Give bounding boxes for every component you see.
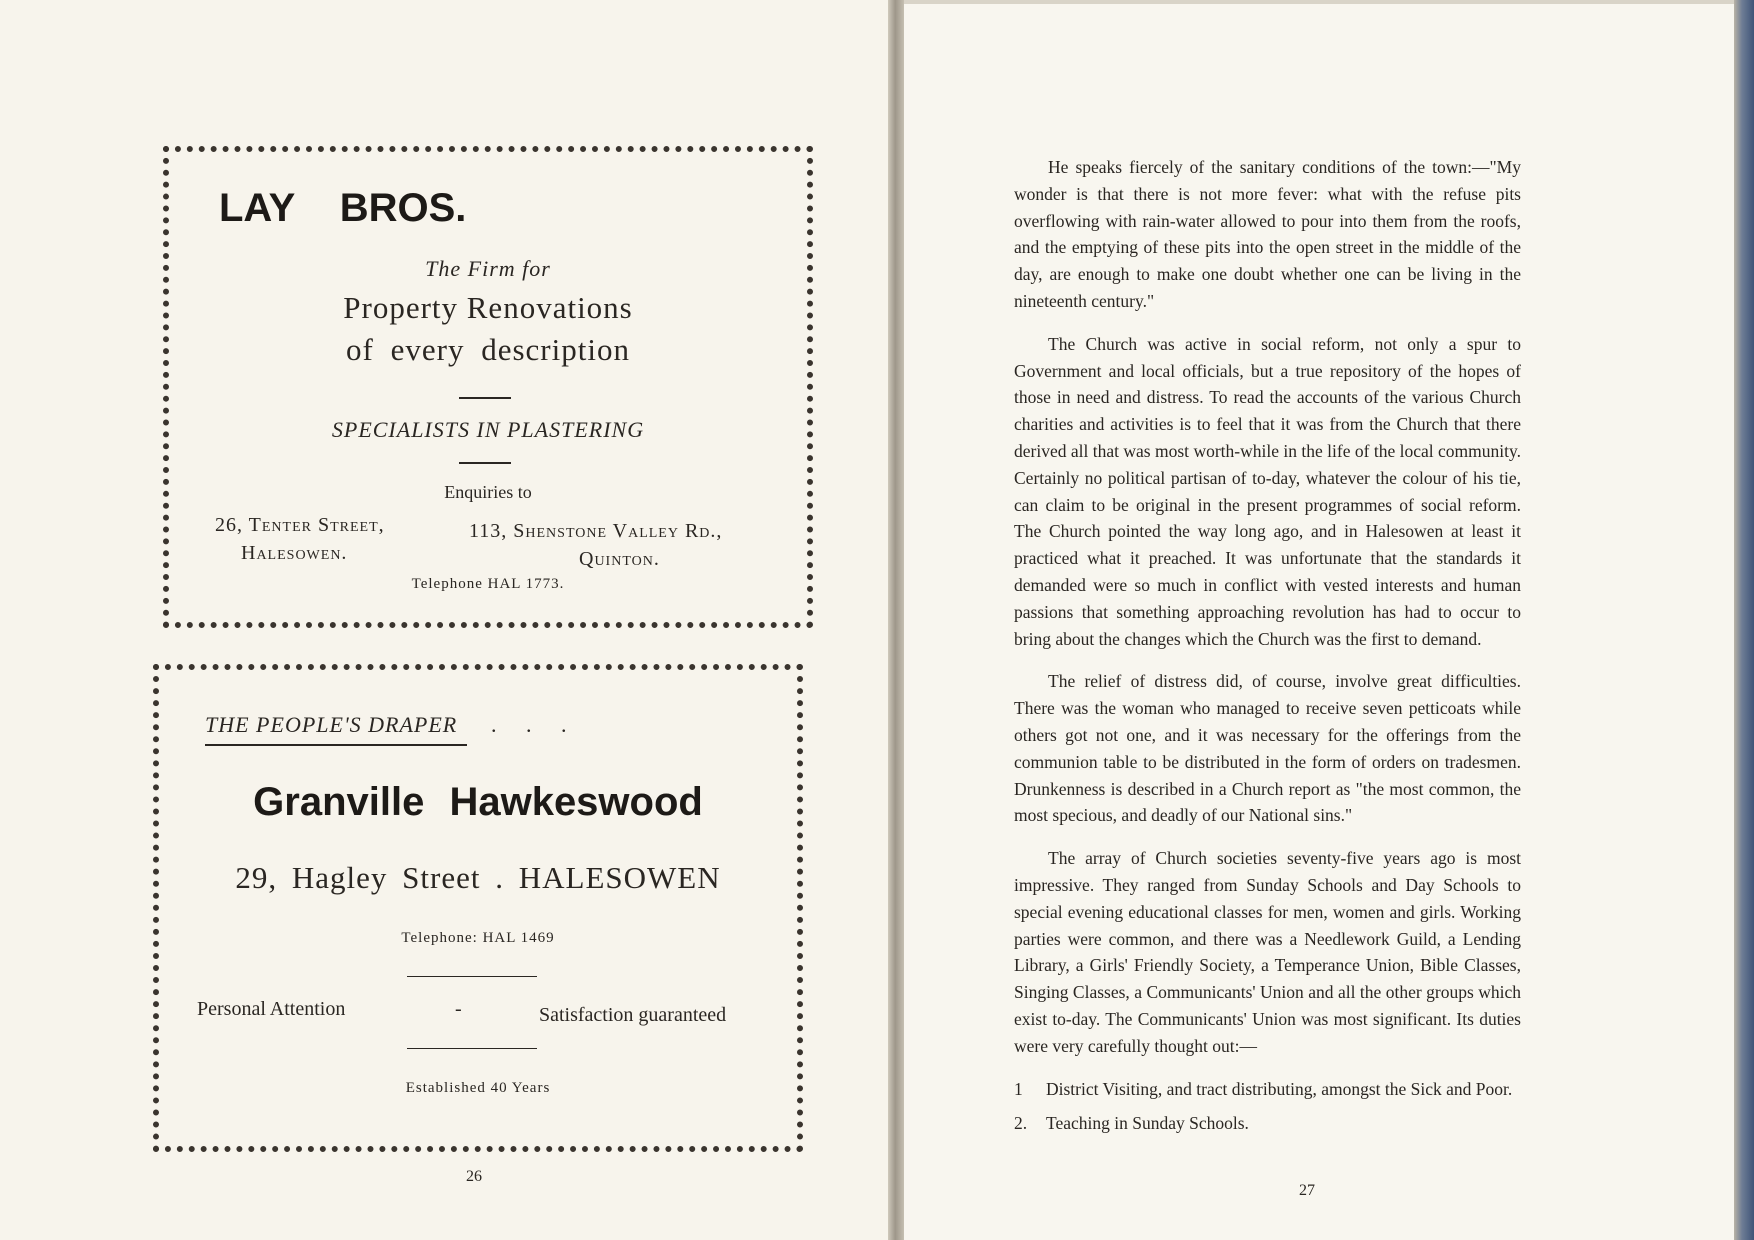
divider — [407, 1048, 537, 1049]
hawkeswood-established: Established 40 Years — [405, 1080, 551, 1096]
divider — [459, 462, 511, 464]
address1-line2: Halesowen. — [241, 542, 348, 564]
hawkeswood-telephone: Telephone: HAL 1469 — [401, 930, 555, 946]
kicker-underline — [205, 744, 467, 746]
address1-line1: 26, Tenter Street, — [215, 514, 385, 536]
lay-bros-advertisement — [163, 146, 813, 628]
list-text: District Visiting, and tract distributing, amongst the Sick and Poor. — [1046, 1078, 1513, 1099]
kicker-dots: . . . — [491, 712, 579, 737]
hawkeswood-street: 29, Hagley Street . HALESOWEN — [235, 860, 721, 895]
slogan-left: Personal Attention — [197, 998, 346, 1020]
paragraph: The relief of distress did, of course, involve great difficulties. There was the woman who managed to receive seven petticoats while others got not one, and it was necessary for the offerings from the communion table to be distributed in the form of orders on tradesmen. Drunkenness is described in a Church report as "the most common, the most specious, and deadly of our National sins." — [1014, 671, 1521, 826]
list-number: 2. — [1014, 1113, 1028, 1134]
slogan-right: Satisfaction guaranteed — [539, 1004, 727, 1026]
lay-bros-telephone: Telephone HAL 1773. — [411, 576, 565, 592]
list-item — [1014, 1110, 1521, 1137]
divider — [407, 976, 537, 977]
lay-bros-enquiries: Enquiries to — [444, 482, 532, 502]
lay-bros-specialism: SPECIALISTS IN PLASTERING — [331, 417, 645, 442]
address2-line1: 113, Shenstone Valley Rd., — [469, 520, 723, 542]
lay-bros-line1: Property Renovations — [343, 290, 633, 325]
list-number: 1 — [1014, 1078, 1023, 1099]
body-text — [1014, 154, 1521, 1145]
page-number-left: 26 — [466, 1168, 482, 1185]
peoples-draper-kicker: THE PEOPLE'S DRAPER — [205, 712, 458, 737]
hawkeswood-advertisement — [153, 664, 803, 1152]
slogan-dash: - — [455, 998, 462, 1020]
lay-bros-brand: LAY BROS. — [219, 186, 467, 230]
list-text: Teaching in Sunday Schools. — [1046, 1113, 1249, 1134]
paragraph: The Church was active in social reform, not only a spur to Government and local officials, but a true repository of the hopes of those in need and distress. To read the accounts of the various Church charities and activities is to feel that it was from the Church that there derived all that was most worth-while in the life of the local community. Certainly no political partisan of to-day, whatever the colour of his tie, can claim to be original in the present programmes of social reform. The Church pointed the way long ago, and in Halesowen at least it practiced what it preached. It was unfortunate that the standards it demanded were so much in conflict with vested interests and human passions that something approaching revolution has had to occur to bring about the changes which the Church was the first to demand. — [1014, 333, 1521, 649]
right-page — [904, 4, 1734, 1240]
address2-line2: Quinton. — [579, 548, 660, 570]
paragraph: He speaks fiercely of the sanitary conditions of the town:—"My wonder is that there is not more fever: what with the refuse pits overflowing with rain-water allowed to pour into them from the roofs, and the emptying of these pits into the open street in the middle of the day, are enough to make one doubt whether one can be living in the nineteenth century." — [1014, 157, 1521, 311]
book-gutter — [888, 0, 904, 1240]
lay-bros-tagline: The Firm for — [425, 256, 551, 281]
divider — [459, 397, 511, 399]
page-number-right: 27 — [1299, 1182, 1315, 1199]
page-edge — [1734, 0, 1754, 1240]
paragraph: The array of Church societies seventy-five years ago is most impressive. They ranged from Sunday Schools and Day Schools to special evening educational classes for men, women and girls. Working parties were common, and there was a Needlework Guild, a Lending Library, a Girls' Friendly Society, a Temperance Union, Bible Classes, Singing Classes, a Communicants' Union and all the other groups which exist to-day. The Communicants' Union was most significant. Its duties were very carefully thought out:— — [1014, 848, 1521, 1056]
lay-bros-line2: of every description — [346, 332, 630, 367]
hawkeswood-name: Granville Hawkeswood — [253, 780, 703, 824]
list-item — [1014, 1076, 1521, 1103]
